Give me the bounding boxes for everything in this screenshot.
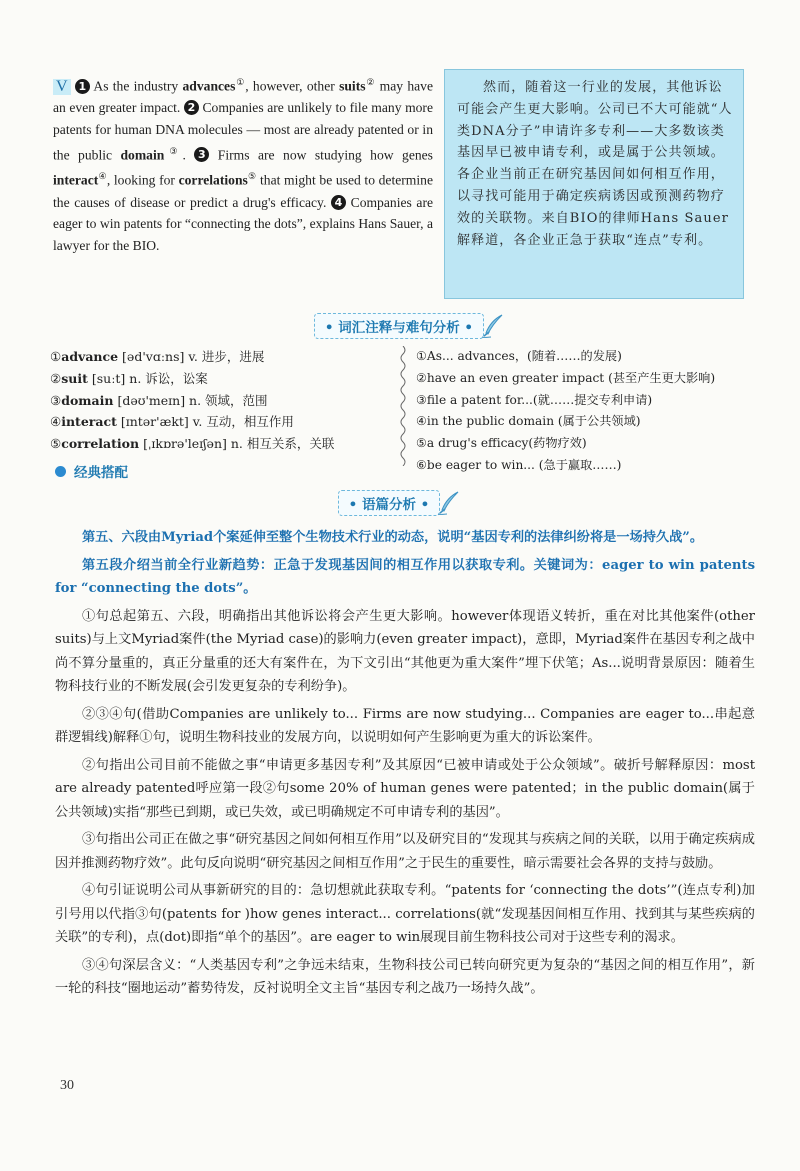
sentence-text: Firms are now studying how genes (217, 147, 433, 163)
sentence-number: 2 (184, 100, 199, 115)
sentence-text: , looking for (106, 172, 179, 188)
section-marker: V (53, 79, 71, 95)
vocab-item (50, 368, 390, 390)
vocab-item (50, 346, 390, 368)
collocation-item: ⑤a drug's efficacy(药物疗效) (416, 436, 587, 451)
vocab-item-number: ① (50, 349, 62, 364)
vocab-item-number: ④ (50, 414, 62, 430)
vocab-item-number: ② (50, 370, 62, 386)
footnote-mark: ① (235, 77, 246, 87)
collocation-item: ①As... advances，(随着……的发展) (416, 349, 622, 363)
analysis-paragraph: 第五段介绍当前全行业新趋势：正急于发现基因间的相互作用以获取专利。关键词为：eager to win patents for “connecting the dots”。 (55, 557, 756, 596)
vocab-item-definition: [suːt] n. 诉讼，讼案 (87, 370, 208, 386)
analysis-paragraph: ①句总起第五、六段，明确指出其他诉讼将会产生更大影响。however体现语义转折，重在对比其他案件(other suits)与上文Myriad案件(the Myriad case)的影响力(even greater impact)，意即，Myriad案件在基因专利之战中尚不算分量重的，真正分量重的还大有案件在，为下文引出“其他更为重大案件”埋下伏笔；As...说明背景原因：随着生物科技行业的不断发展(会引发更复杂的专利纷争)。 (55, 608, 755, 694)
collocation-label (55, 461, 128, 481)
analysis-paragraph: 第五、六段由Myriad个案延伸至整个生物技术行业的动态，说明“基因专利的法律纠纷将是一场持久战”。 (82, 530, 704, 545)
vocab-item (50, 433, 390, 455)
vocab-item-word: correlation (61, 436, 140, 452)
vocab-item-word: suit (61, 370, 88, 386)
footnote-mark: ③ (164, 145, 183, 156)
footnote-mark: ② (365, 77, 376, 87)
vocab-item-definition: [ɪntər'ækt] v. 互动，相互作用 (116, 414, 294, 430)
vocab-item-definition: [ˌɪkɒrə'leɪʃən] n. 相互关系，关联 (139, 436, 335, 452)
collocation-list (416, 346, 746, 477)
sentence-text: that might be used to determine the causes of disease or predict a drug's efficacy. (53, 172, 433, 210)
english-passage (53, 72, 433, 257)
collocation-item: ③file a patent for...(就……提交专利申请) (416, 392, 653, 407)
sentence-text: Companies are unlikely to file many more patents for human DNA molecules — most are already patented or in the public (53, 100, 433, 163)
bullet-icon (55, 466, 66, 477)
wavy-divider (398, 346, 408, 466)
vocab-item-definition: [əd'vɑːns] v. 进步，进展 (118, 349, 265, 364)
sentence-text: Companies are eager to win patents for “connecting the dots”, explains Hans Sauer, a lawyer for the BIO. (53, 194, 433, 254)
sentence-number: 3 (194, 147, 209, 162)
vocab-heading (300, 313, 520, 339)
analysis-paragraph: ③④句深层含义：“人类基因专利”之争远未结束，生物科技公司已转向研究更为复杂的“基因之间的相互作用”，新一轮的科技“圈地运动”蓄势待发，反衬说明全文主旨“基因专利之战乃一场持久战”。 (55, 957, 755, 996)
vocab-item (50, 390, 390, 412)
quill-icon (436, 490, 462, 516)
vocab-item-number: ③ (50, 392, 62, 408)
collocation-item: ⑥be eager to win... (急于赢取……) (416, 457, 622, 472)
vocab-item-word: domain (61, 392, 114, 408)
vocab-word: suits (339, 78, 366, 94)
analysis-paragraph: ②③④句(借助Companies are unlikely to... Firms are now studying... Companies are eager to...串起意群逻辑线)解释①句，说明生物科技业的发展方向，以说明如何产生影响更为重大的诉讼案件。 (55, 706, 755, 745)
sentence-text: . (182, 147, 186, 163)
analysis-paragraph: ②句指出公司目前不能做之事“申请更多基因专利”及其原因“已被申请或处于公众领域”。破折号解释原因：most are already patented呼应第一段②句some 20% of human genes were patented；in the public domain(属于公共领域)实指“那些已到期，或已失效，或已明确规定不可申请专利的基因”。 (55, 757, 755, 820)
footnote-mark: ④ (98, 171, 107, 182)
collocation-item: ④in the public domain (属于公共领域) (416, 414, 641, 429)
vocab-item-word: interact (61, 414, 117, 430)
vocab-item-definition: [dəʊ'meɪn] n. 领域，范围 (113, 392, 268, 408)
analysis-heading (300, 490, 500, 516)
analysis-paragraph: ④句引证说明公司从事新研究的目的：急切想就此获取专利。“patents for ‘connecting the dots’”(连点专利)加引号用以代指③句(patents for )how genes interact... correlations(就“发现基因间相互作用、找到其与某些疾病的关联”的专利)，点(dot)即指“单个的基因”。are eager to win展现目前生物科技公司对于这些专利的渴求。 (55, 883, 755, 945)
vocab-item (50, 411, 390, 433)
sentence-number: 1 (75, 79, 90, 94)
analysis-paragraph: ③句指出公司正在做之事“研究基因之间如何相互作用”以及研究目的“发现其与疾病之间的关联，以用于确定疾病成因并推测药物疗效”。此句反向说明“研究基因之间相互作用”之于民生的重要性，暗示需要社会各界的支持与鼓励。 (55, 832, 755, 871)
collocation-item: ②have an even greater impact (甚至产生更大影响) (416, 370, 716, 385)
footnote-mark: ⑤ (247, 171, 257, 182)
vocab-word: correlations (178, 172, 248, 188)
sentence-text: may have an even greater impact. (53, 78, 433, 116)
vocab-word: interact (53, 172, 99, 188)
sentence-text: , however, other (245, 78, 340, 94)
sentence-number: 4 (331, 195, 346, 210)
vocab-item-word: advance (61, 349, 119, 364)
translation-box: 然而，随着这一行业的发展，其他诉讼可能会产生更大影响。公司已不大可能就“人类DNA分子”申请许多专利——大多数该类基因早已被申请专利，或是属于公共领域。各企业当前正在研究基因间如何相互作用，以寻找可能用于确定疾病诱因或预测药物疗效的关联物。来自BIO的律师Hans Sauer解释道，各企业正急于获取“连点”专利。 (444, 69, 744, 299)
quill-icon (480, 313, 506, 339)
collocation-label-text: 经典搭配 (74, 465, 128, 481)
page-number: 30 (60, 1078, 74, 1093)
vocab-word: advances (182, 78, 236, 94)
vocab-list (50, 346, 390, 455)
vocab-word: domain (120, 147, 165, 163)
vocab-item-number: ⑤ (50, 436, 62, 452)
analysis-heading-label: • 语篇分析 • (338, 490, 441, 516)
analysis-text (55, 526, 755, 1005)
vocab-heading-label: • 词汇注释与难句分析 • (314, 313, 484, 339)
sentence-text: As the industry (93, 78, 183, 94)
